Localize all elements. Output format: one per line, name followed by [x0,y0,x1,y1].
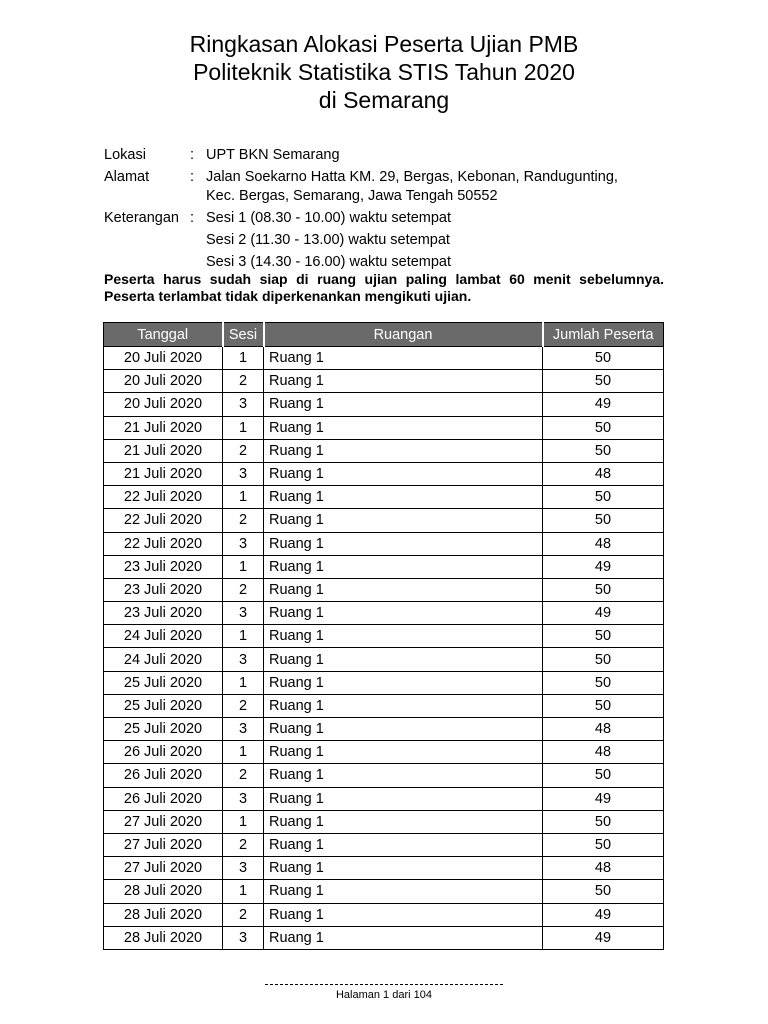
cell-tanggal: 20 Juli 2020 [104,347,223,370]
cell-ruangan: Ruang 1 [264,439,543,462]
info-lokasi [104,146,664,165]
cell-sesi: 2 [223,439,264,462]
cell-ruangan: Ruang 1 [264,625,543,648]
warning-note [104,271,664,305]
cell-jumlah: 49 [543,787,664,810]
cell-jumlah: 49 [543,926,664,949]
table-row [104,532,664,555]
cell-tanggal: 20 Juli 2020 [104,393,223,416]
cell-sesi: 1 [223,486,264,509]
table-row [104,370,664,393]
cell-tanggal: 25 Juli 2020 [104,671,223,694]
cell-ruangan: Ruang 1 [264,764,543,787]
keterangan-value: Sesi 1 (08.30 - 10.00) waktu setempat [206,210,452,226]
cell-ruangan: Ruang 1 [264,718,543,741]
table-row [104,787,664,810]
cell-jumlah: 50 [543,764,664,787]
table-row [104,602,664,625]
cell-jumlah: 49 [543,555,664,578]
alamat-label: Alamat [104,169,150,185]
table-row [104,810,664,833]
table-row [104,833,664,856]
cell-jumlah: 49 [543,393,664,416]
cell-jumlah: 50 [543,370,664,393]
cell-sesi: 3 [223,393,264,416]
cell-tanggal: 26 Juli 2020 [104,787,223,810]
cell-ruangan: Ruang 1 [264,694,543,717]
cell-sesi: 1 [223,880,264,903]
header-jumlah-peserta: Jumlah Peserta [543,323,664,347]
table-row [104,555,664,578]
cell-ruangan: Ruang 1 [264,578,543,601]
table-header-row [104,323,664,347]
cell-jumlah: 50 [543,625,664,648]
cell-tanggal: 26 Juli 2020 [104,764,223,787]
info-alamat [104,168,664,206]
cell-sesi: 2 [223,764,264,787]
cell-jumlah: 48 [543,857,664,880]
cell-tanggal: 22 Juli 2020 [104,532,223,555]
cell-jumlah: 50 [543,439,664,462]
cell-jumlah: 49 [543,903,664,926]
title-line-2: Politeknik Statistika STIS Tahun 2020 [193,59,575,85]
cell-ruangan: Ruang 1 [264,857,543,880]
table-row [104,764,664,787]
cell-tanggal: 21 Juli 2020 [104,416,223,439]
cell-ruangan: Ruang 1 [264,648,543,671]
allocation-table [103,322,664,950]
table-row [104,903,664,926]
sesi-3-value: Sesi 3 (14.30 - 16.00) waktu setempat [206,254,452,270]
cell-sesi: 2 [223,578,264,601]
colon: : [190,169,195,185]
table-row [104,416,664,439]
cell-tanggal: 22 Juli 2020 [104,486,223,509]
cell-tanggal: 27 Juli 2020 [104,857,223,880]
lokasi-value: UPT BKN Semarang [206,147,340,163]
cell-sesi: 2 [223,694,264,717]
table-row [104,741,664,764]
cell-tanggal: 27 Juli 2020 [104,833,223,856]
cell-tanggal: 25 Juli 2020 [104,694,223,717]
cell-ruangan: Ruang 1 [264,810,543,833]
table-row [104,393,664,416]
cell-tanggal: 21 Juli 2020 [104,439,223,462]
cell-ruangan: Ruang 1 [264,509,543,532]
warning-line-1: Peserta harus sudah siap di ruang ujian paling lambat 60 menit sebelumnya. [104,271,664,287]
cell-jumlah: 50 [543,671,664,694]
cell-sesi: 3 [223,787,264,810]
cell-ruangan: Ruang 1 [264,370,543,393]
header-sesi: Sesi [223,323,264,347]
cell-sesi: 2 [223,370,264,393]
table-row [104,509,664,532]
cell-tanggal: 22 Juli 2020 [104,509,223,532]
cell-ruangan: Ruang 1 [264,347,543,370]
cell-tanggal: 28 Juli 2020 [104,903,223,926]
header-tanggal: Tanggal [104,323,223,347]
cell-sesi: 1 [223,671,264,694]
cell-ruangan: Ruang 1 [264,833,543,856]
cell-sesi: 3 [223,926,264,949]
cell-sesi: 1 [223,625,264,648]
cell-jumlah: 48 [543,741,664,764]
document-title [0,30,768,114]
cell-jumlah: 48 [543,462,664,485]
table-row [104,694,664,717]
alamat-line-1: Jalan Soekarno Hatta KM. 29, Bergas, Kebonan, Randugunting, [206,169,618,185]
cell-tanggal: 24 Juli 2020 [104,625,223,648]
table-row [104,926,664,949]
page-number: Halaman 1 dari 104 [335,989,432,1001]
cell-ruangan: Ruang 1 [264,462,543,485]
table-body [104,347,664,950]
cell-ruangan: Ruang 1 [264,555,543,578]
info-section [104,146,664,275]
cell-ruangan: Ruang 1 [264,903,543,926]
cell-jumlah: 50 [543,833,664,856]
cell-ruangan: Ruang 1 [264,926,543,949]
cell-jumlah: 48 [543,718,664,741]
cell-sesi: 1 [223,555,264,578]
cell-sesi: 3 [223,648,264,671]
cell-jumlah: 48 [543,532,664,555]
cell-tanggal: 23 Juli 2020 [104,602,223,625]
cell-jumlah: 50 [543,578,664,601]
cell-ruangan: Ruang 1 [264,602,543,625]
cell-jumlah: 50 [543,347,664,370]
cell-ruangan: Ruang 1 [264,787,543,810]
title-line-3: di Semarang [318,87,450,113]
table-row [104,718,664,741]
table-row [104,439,664,462]
table-row [104,578,664,601]
cell-ruangan: Ruang 1 [264,671,543,694]
cell-tanggal: 27 Juli 2020 [104,810,223,833]
colon: : [190,147,195,163]
colon: : [190,210,195,226]
cell-sesi: 3 [223,462,264,485]
cell-sesi: 3 [223,718,264,741]
table-row [104,671,664,694]
cell-sesi: 1 [223,416,264,439]
table-row [104,347,664,370]
table-row [104,648,664,671]
alamat-value [206,168,664,206]
sesi-2-value: Sesi 2 (11.30 - 13.00) waktu setempat [206,232,450,248]
cell-ruangan: Ruang 1 [264,741,543,764]
cell-jumlah: 50 [543,416,664,439]
lokasi-label: Lokasi [104,147,146,163]
cell-sesi: 3 [223,857,264,880]
cell-sesi: 3 [223,532,264,555]
table-row [104,486,664,509]
cell-tanggal: 28 Juli 2020 [104,880,223,903]
keterangan-label: Keterangan [104,210,179,226]
table-row [104,625,664,648]
footer-rule [265,984,503,985]
alamat-line-2: Kec. Bergas, Semarang, Jawa Tengah 50552 [206,188,498,204]
cell-sesi: 3 [223,602,264,625]
table-row [104,462,664,485]
info-sesi-3 [104,253,664,272]
cell-jumlah: 50 [543,648,664,671]
cell-tanggal: 25 Juli 2020 [104,718,223,741]
info-sesi-2 [104,231,664,250]
cell-tanggal: 28 Juli 2020 [104,926,223,949]
header-ruangan: Ruangan [264,323,543,347]
cell-jumlah: 49 [543,602,664,625]
table-row [104,857,664,880]
cell-tanggal: 20 Juli 2020 [104,370,223,393]
title-line-1: Ringkasan Alokasi Peserta Ujian PMB [189,31,579,57]
warning-line-2: Peserta terlambat tidak diperkenankan mengikuti ujian. [104,288,472,304]
cell-jumlah: 50 [543,810,664,833]
cell-ruangan: Ruang 1 [264,880,543,903]
cell-sesi: 2 [223,903,264,926]
cell-jumlah: 50 [543,880,664,903]
cell-sesi: 2 [223,509,264,532]
info-keterangan [104,209,664,228]
cell-tanggal: 23 Juli 2020 [104,555,223,578]
cell-sesi: 1 [223,347,264,370]
cell-ruangan: Ruang 1 [264,486,543,509]
cell-tanggal: 23 Juli 2020 [104,578,223,601]
cell-jumlah: 50 [543,509,664,532]
cell-ruangan: Ruang 1 [264,416,543,439]
cell-tanggal: 26 Juli 2020 [104,741,223,764]
cell-tanggal: 24 Juli 2020 [104,648,223,671]
page-footer [0,984,768,1001]
cell-jumlah: 50 [543,486,664,509]
cell-sesi: 2 [223,833,264,856]
cell-sesi: 1 [223,741,264,764]
cell-sesi: 1 [223,810,264,833]
cell-tanggal: 21 Juli 2020 [104,462,223,485]
cell-ruangan: Ruang 1 [264,532,543,555]
cell-jumlah: 50 [543,694,664,717]
table-row [104,880,664,903]
cell-ruangan: Ruang 1 [264,393,543,416]
